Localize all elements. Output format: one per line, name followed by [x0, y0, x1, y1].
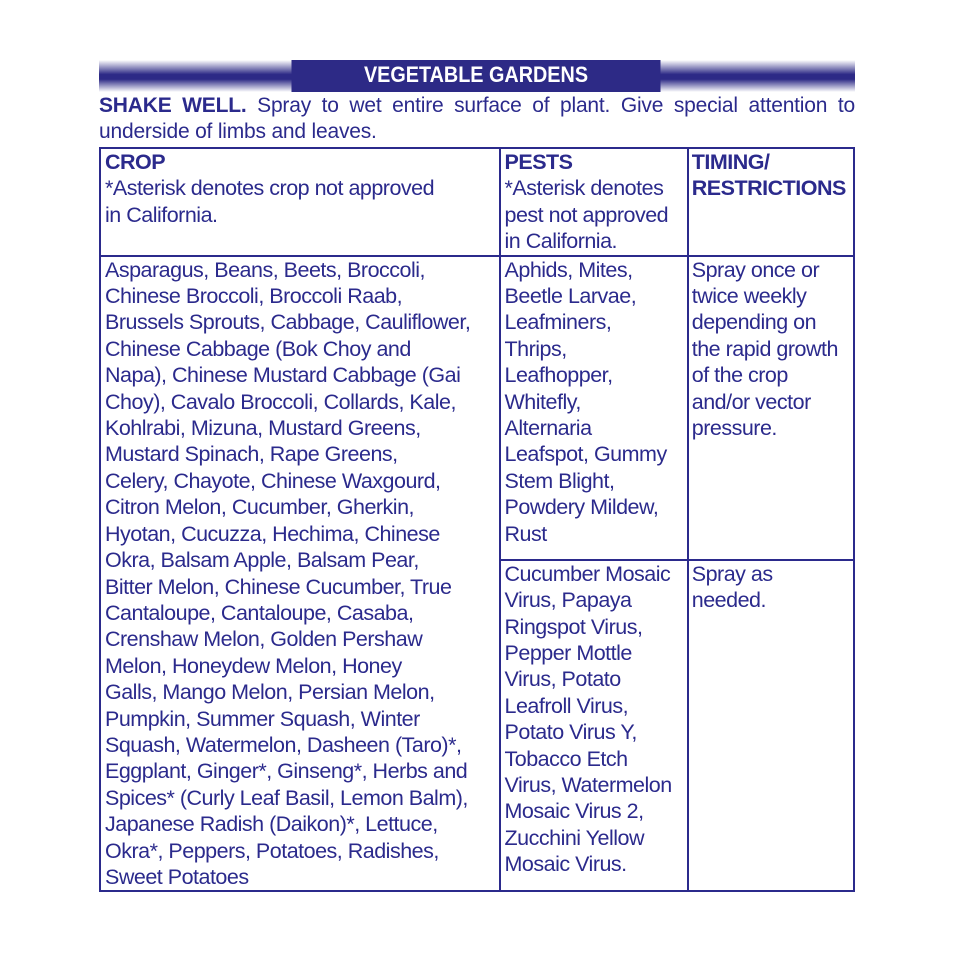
intro-text: Spray to wet entire surface of plant. Give special attention to underside of limbs and leaves.: [99, 94, 855, 143]
timing-cell: Spray once or twice weekly depending on the rapid growth of the crop and/or vector pressure.: [688, 256, 854, 560]
section-title: VEGETABLE GARDENS: [292, 60, 661, 92]
table-header-row: [100, 148, 854, 256]
pests-cell: Cucumber Mosaic Virus, Papaya Ringspot Virus, Pepper Mottle Virus, Potato Leafroll Virus, Potato Virus Y, Tobacco Etch Virus, Watermelon Mosaic Virus 2, Zucchini Yellow Mosaic Virus.: [500, 560, 688, 892]
header-timing-title: TIMING/ RESTRICTIONS: [691, 150, 846, 201]
label-section: [99, 60, 855, 892]
header-pests-title: PESTS: [504, 150, 573, 174]
pests-cell: Aphids, Mites, Beetle Larvae, Leafminers, Thrips, Leafhopper, Whitefly, Alternaria Leafspot, Gummy Stem Blight, Powdery Mildew, Rust: [500, 256, 688, 560]
timing-cell: Spray as needed.: [688, 560, 854, 892]
header-crop-note: *Asterisk denotes crop not approved in California.: [105, 176, 435, 227]
header-pests-note: *Asterisk denotes pest not approved in California.: [504, 176, 669, 254]
header-pests: [500, 148, 688, 256]
intro-paragraph: [99, 93, 855, 145]
crop-list: Asparagus, Beans, Beets, Broccoli, Chinese Broccoli, Broccoli Raab, Brussels Sprouts, Cabbage, Cauliflower, Chinese Cabbage (Bok Choy and Napa), Chinese Mustard Cabbage (Gai Choy), Cavalo Broccoli, Collards, Kale, Kohlrabi, Mizuna, Mustard Greens, Mustard Spinach, Rape Greens, Celery, Chayote, Chinese Waxgourd, Citron Melon, Cucumber, Gherkin, Hyotan, Cucuzza, Hechima, Chinese Okra, Balsam Apple, Balsam Pear, Bitter Melon, Chinese Cucumber, True Cantaloupe, Cantaloupe, Casaba, Crenshaw Melon, Golden Pershaw Melon, Honeydew Melon, Honey Galls, Mango Melon, Persian Melon, Pumpkin, Summer Squash, Winter Squash, Watermelon, Dasheen (Taro)*, Eggplant, Ginger*, Ginseng*, Herbs and Spices* (Curly Leaf Basil, Lemon Balm), Japanese Radish (Daikon)*, Lettuce, Okra*, Peppers, Potatoes, Radishes, Sweet Potatoes: [100, 256, 500, 892]
section-banner: [99, 60, 855, 92]
table-row: [100, 256, 854, 560]
intro-lead: SHAKE WELL.: [99, 94, 247, 117]
header-crop-title: CROP: [105, 150, 166, 174]
header-timing: [688, 148, 854, 256]
crop-table: [99, 147, 855, 892]
header-crop: [100, 148, 500, 256]
